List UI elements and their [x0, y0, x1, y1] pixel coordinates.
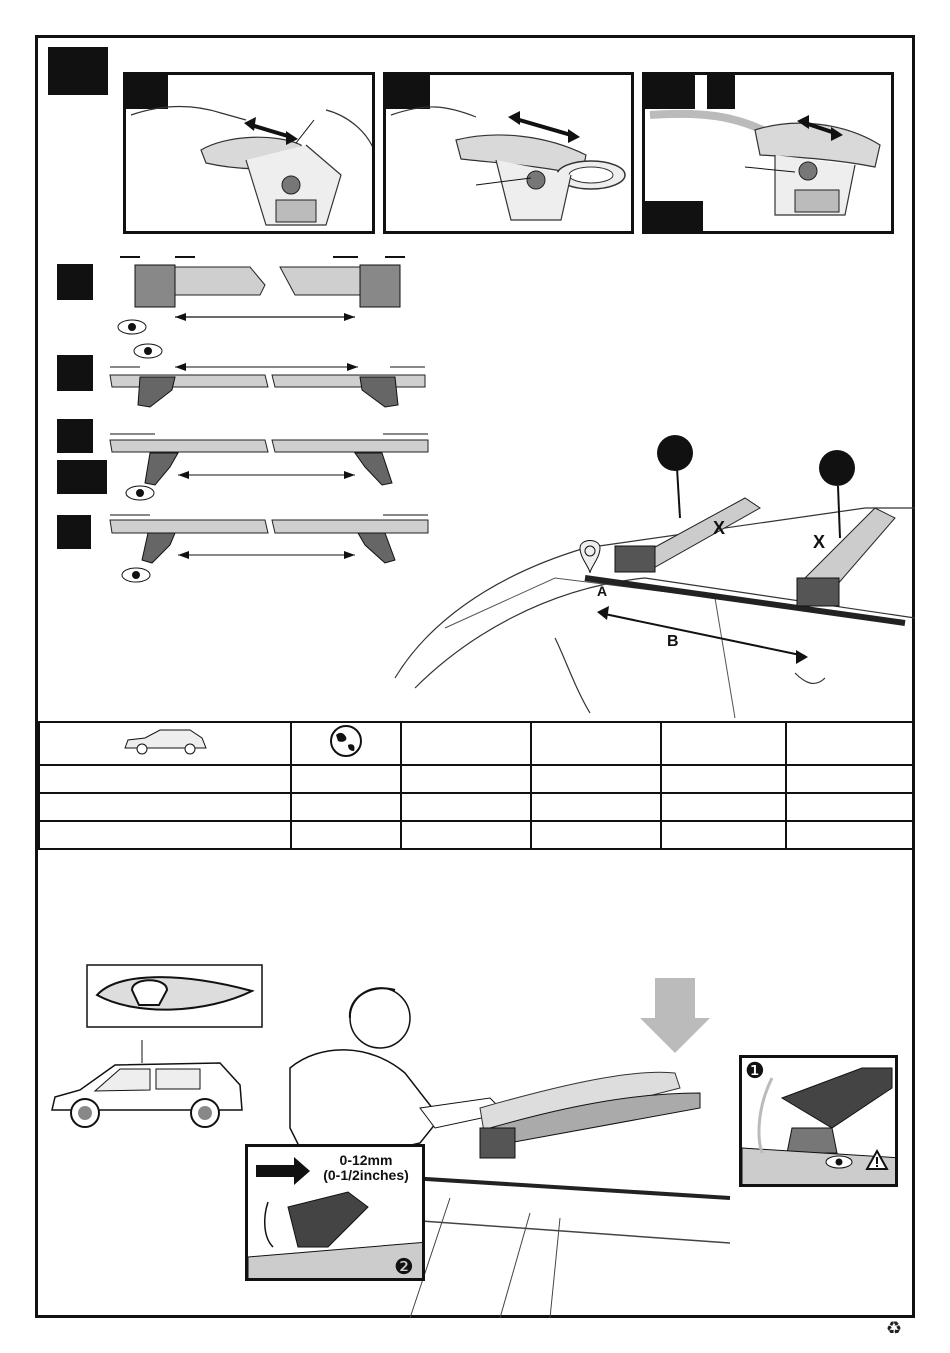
- table-cell: [661, 793, 786, 821]
- warning-icon: [866, 1150, 888, 1170]
- detail-box-1: [739, 1055, 898, 1187]
- table-cell: [661, 722, 786, 765]
- vehicle-fit-table: [38, 721, 915, 850]
- measure-a-label: A: [597, 583, 608, 599]
- vehicle-column-header: [39, 722, 291, 765]
- distance-x-label: X: [813, 532, 826, 552]
- region-column-header: [291, 722, 401, 765]
- panel-remove-cover: [642, 72, 894, 234]
- recycle-icon: ♻: [886, 1318, 903, 1339]
- gap-inches-text: (0-1/2inches): [323, 1167, 409, 1183]
- distance-x-label: X: [713, 518, 726, 538]
- panel-unlock-cover: [123, 72, 375, 234]
- gap-mm-text: 0-12mm: [339, 1152, 393, 1168]
- table-row: [39, 821, 914, 849]
- foot-remove-illustration: [645, 75, 894, 234]
- table-cell: [39, 821, 291, 849]
- table-cell: [786, 765, 914, 793]
- step-marker: [57, 419, 93, 453]
- measure-b-label: B: [667, 633, 679, 650]
- table-cell: [291, 793, 401, 821]
- table-row: [39, 793, 914, 821]
- roof-rack-position-diagram: [385, 428, 915, 718]
- table-cell: [531, 722, 661, 765]
- table-cell: [401, 765, 531, 793]
- step-marker: [57, 264, 93, 300]
- foot-cover-illustration: [126, 75, 375, 234]
- foot-slide-illustration: [386, 75, 634, 234]
- step-marker: [57, 515, 91, 549]
- table-cell: [531, 821, 661, 849]
- table-cell: [401, 722, 531, 765]
- detail-marker-2: ❷: [394, 1255, 414, 1280]
- table-cell: [531, 793, 661, 821]
- eye-icon: [134, 344, 162, 358]
- globe-icon: [328, 723, 364, 759]
- gap-measurement-label: [308, 1153, 424, 1183]
- eye-icon: [118, 320, 146, 334]
- detail-marker-1: ❶: [745, 1059, 765, 1084]
- car-side-view: [50, 1055, 250, 1130]
- table-cell: [401, 821, 531, 849]
- table-cell: [39, 793, 291, 821]
- step-marker: [57, 355, 93, 391]
- table-cell: [786, 722, 914, 765]
- table-header-row: [39, 722, 914, 765]
- table-cell: [786, 793, 914, 821]
- step-header-block: [48, 47, 108, 95]
- arrow-down-icon: [640, 978, 710, 1053]
- bar-length-diagrams: [100, 245, 430, 585]
- eye-icon: [824, 1154, 854, 1170]
- table-cell: [39, 765, 291, 793]
- table-cell: [531, 765, 661, 793]
- eye-icon: [122, 568, 150, 582]
- table-cell: [291, 821, 401, 849]
- eye-icon: [126, 486, 154, 500]
- table-cell: [291, 765, 401, 793]
- table-row: [39, 765, 914, 793]
- table-cell: [401, 793, 531, 821]
- car-icon: [120, 726, 210, 756]
- table-cell: [786, 821, 914, 849]
- table-cell: [661, 821, 786, 849]
- table-cell: [661, 765, 786, 793]
- panel-slide-cover: [383, 72, 634, 234]
